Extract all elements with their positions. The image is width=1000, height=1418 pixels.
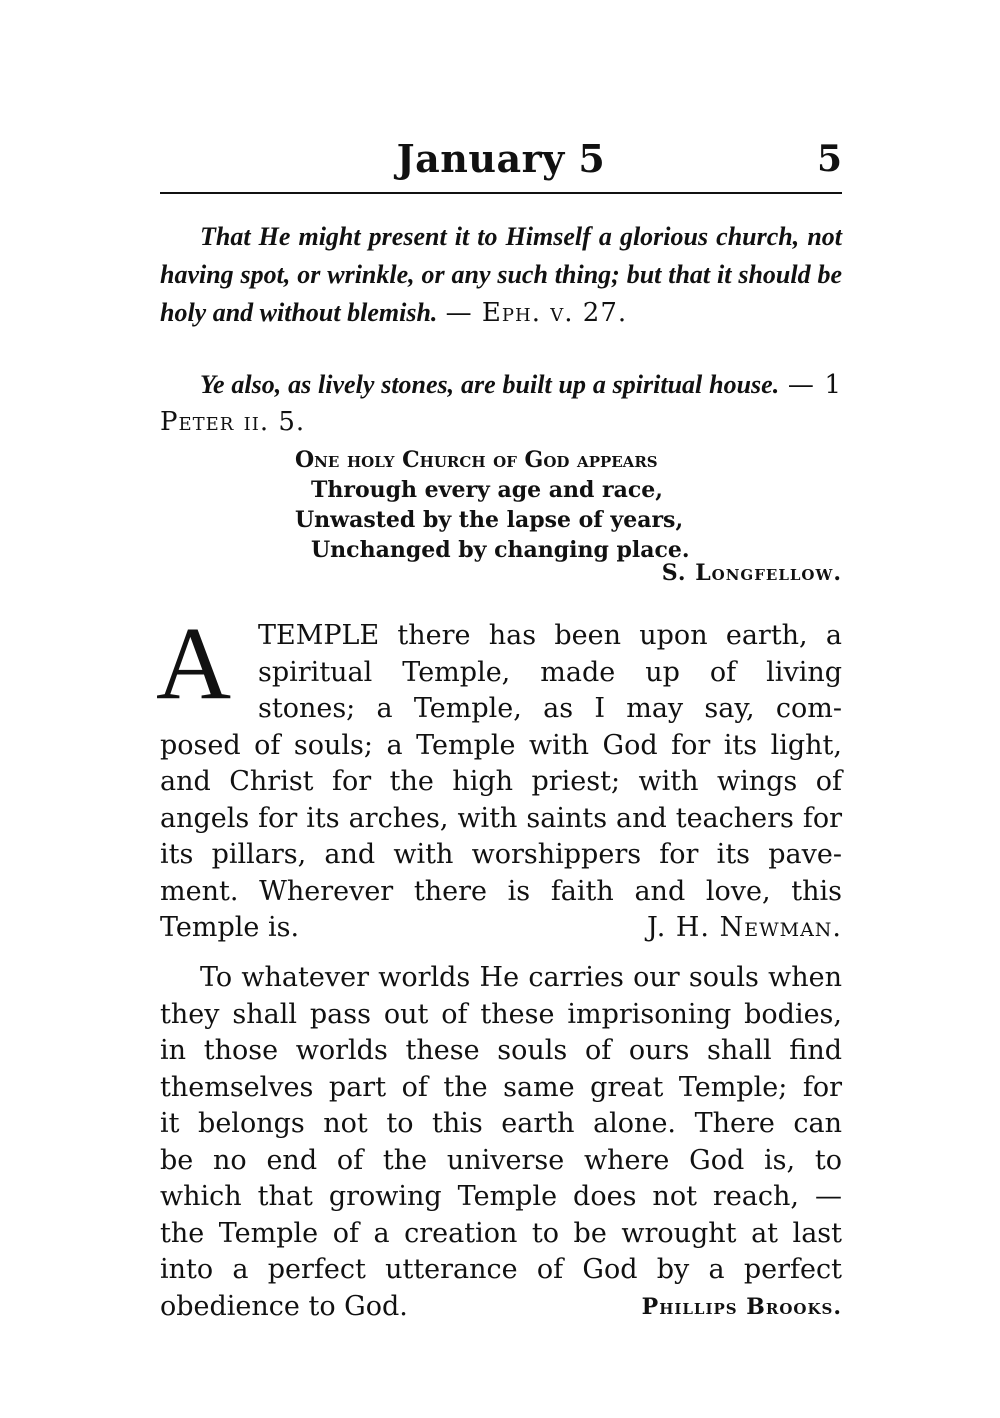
passage-attribution: Phillips Brooks. (641, 1293, 842, 1320)
passage-line: ment. Wherever there is faith and love, this (160, 875, 842, 907)
passage-line: which that growing Temple does not reach, — (160, 1181, 842, 1212)
passage-line: it belongs not to this earth alone. There can (160, 1108, 842, 1139)
poem-attribution: S. Longfellow. (661, 560, 842, 586)
passage-line: spiritual Temple, made up of living (258, 656, 842, 688)
passage-last-line (160, 910, 842, 947)
page-header (160, 130, 842, 190)
passage-line: posed of souls; a Temple with God for its light, (160, 729, 842, 761)
passage-line: stones; a Temple, as I may say, com- (258, 693, 842, 724)
epigraph-reference: — Eph. v. 27. (445, 298, 628, 328)
passage-attribution: J. H. Newman. (646, 912, 842, 943)
passage-line: obedience to God. (160, 1290, 408, 1322)
passage-line: they shall pass out of these imprisoning bodies, (160, 998, 842, 1030)
poem-line: Unchanged by changing place. (311, 537, 690, 563)
page (156, 130, 843, 1322)
passage-line: themselves part of the same great Temple; for (160, 1071, 842, 1103)
poem-line: Through every age and race, (311, 477, 663, 503)
page-number: 5 (816, 138, 842, 180)
passage-line: its pillars, and with worshippers for its pave- (160, 839, 842, 870)
passage-newman (156, 606, 842, 947)
drop-cap: A (156, 606, 232, 721)
epigraph-reference: — 1 Peter ii. 5. (160, 370, 843, 437)
passage-line: the Temple of a creation to be wrought at last (160, 1217, 842, 1249)
poem (295, 445, 690, 565)
passage-last-line (160, 1289, 842, 1326)
page-title: January 5 (396, 136, 606, 181)
passage-line: angels for its arches, with saints and teachers for (160, 802, 842, 834)
epigraph-peter (160, 366, 842, 441)
passage-line: and Christ for the high priest; with wings of (160, 766, 842, 797)
poem-line: Unwasted by the lapse of years, (295, 507, 684, 533)
passage-line: into a perfect utterance of God by a perfect (160, 1254, 842, 1285)
poem-line: One holy Church of God appears (295, 447, 658, 473)
passage-brooks (160, 960, 842, 1325)
passage-line: in those worlds these souls of ours shall find (160, 1035, 842, 1066)
header-rule (160, 192, 842, 194)
epigraph-text: Ye also, as lively stones, are built up a spiritual house. (200, 370, 780, 399)
passage-line: To whatever worlds He carries our souls when (200, 962, 842, 993)
epigraph-text: That He might present it to Himself a glorious church, not having spot, or wrinkle, or any such thing; but that it should be holy and without blemish. (160, 222, 842, 327)
passage-line: Temple is. (160, 912, 300, 943)
passage-line: TEMPLE there has been upon earth, a (258, 620, 842, 651)
epigraph-ephesians (160, 218, 842, 332)
passage-line: be no end of the universe where God is, to (160, 1144, 842, 1176)
